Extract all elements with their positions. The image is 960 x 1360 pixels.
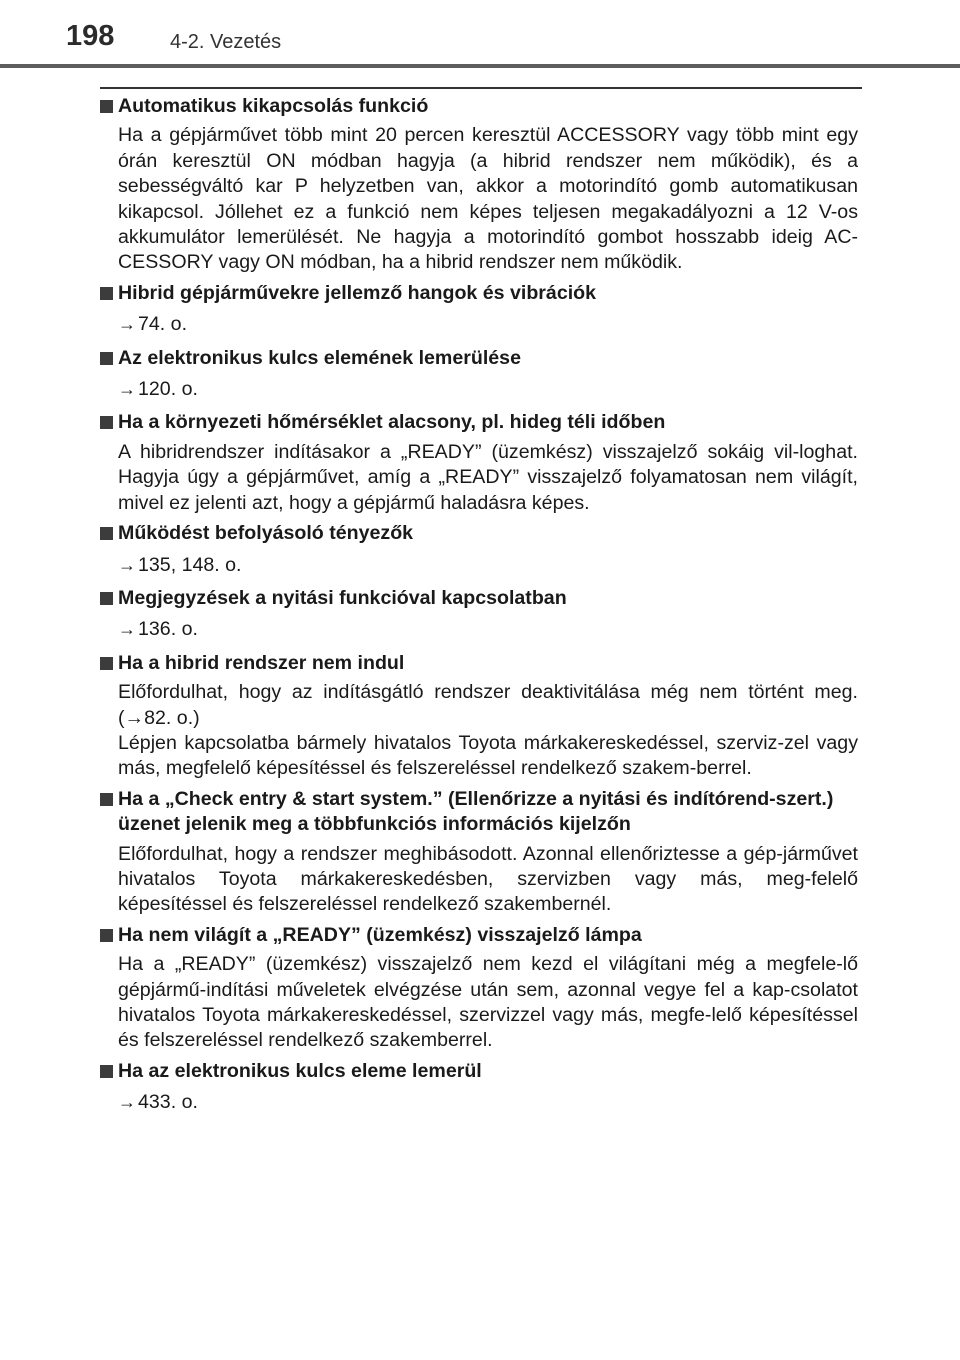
- section-paragraph: Ha a gépjárművet több mint 20 percen keresztül ACCESSORY vagy több mint egy órán keresztül ON módban hagyja (a hibrid rendszer nem működik), és a sebességváltó kar P helyzetben van, akkor a motorindító gomb automatikusan kikapcsol. Jóllehet ez a funkció nem képes teljesen megakadályozni a 12 V-os akkumulátor lemerülését. Ne hagyja a motorindító gombot hosszabb ideig AC-CESSORY vagy ON módban, ha a hibrid rendszer nem működik.: [118, 124, 858, 274]
- square-bullet-icon: [100, 592, 113, 605]
- square-bullet-icon: [100, 793, 113, 806]
- section-heading: [100, 787, 858, 838]
- section-item: [100, 787, 858, 918]
- section-item: [100, 281, 858, 338]
- right-arrow-icon: →: [118, 554, 136, 575]
- section-heading-text: Működést befolyásoló tényezők: [118, 522, 414, 545]
- section-heading-text: Ha a környezeti hőmérséklet alacsony, pl. hideg téli időben: [118, 411, 666, 434]
- page-reference: [118, 312, 858, 337]
- section-heading-text: Ha a „Check entry & start system.” (Ellenőrizze a nyitási és indítórend-szert.) üzenet jelenik meg a többfunkciós információs kijelzőn: [118, 787, 834, 836]
- right-arrow-icon: →: [118, 379, 136, 400]
- page-reference-text: 74. o.: [138, 313, 188, 336]
- right-arrow-icon: →: [118, 619, 136, 640]
- section-heading: [100, 410, 858, 435]
- square-bullet-icon: [100, 929, 113, 942]
- section-paragraph: Lépjen kapcsolatba bármely hivatalos Toyota márkakereskedéssel, szerviz-zel vagy más, megfelelő képesítéssel és felszereléssel rendelkező szakem-berrel.: [118, 731, 858, 780]
- document-body: [100, 94, 858, 1124]
- section-item: [100, 346, 858, 403]
- square-bullet-icon: [100, 100, 113, 113]
- section-heading: [100, 651, 858, 676]
- section-item: [100, 586, 858, 643]
- section-heading: [100, 521, 858, 546]
- section-item: [100, 521, 858, 578]
- square-bullet-icon: [100, 1065, 113, 1078]
- section-item: [100, 1059, 858, 1116]
- section-item: [100, 410, 858, 516]
- section-divider: [100, 87, 862, 89]
- section-item: [100, 923, 858, 1054]
- section-item: [100, 651, 858, 782]
- square-bullet-icon: [100, 287, 113, 300]
- section-heading-text: Automatikus kikapcsolás funkció: [118, 95, 429, 117]
- section-item: [100, 94, 858, 276]
- section-paragraph: A hibridrendszer indításakor a „READY” (üzemkész) visszajelző sokáig vil-loghat. Hagyja úgy a gépjárművet, amíg a „READY” visszajelző folyamatosan nem világít, mivel ez jelenti azt, hogy a gépjármű haladásra képes.: [118, 440, 858, 514]
- square-bullet-icon: [100, 352, 113, 365]
- section-paragraph: Előfordulhat, hogy az indításgátló rendszer deaktivitálása még nem történt meg. (→82. o.): [118, 681, 858, 729]
- square-bullet-icon: [100, 527, 113, 540]
- right-arrow-icon: →: [118, 314, 136, 335]
- section-heading-text: Ha nem világít a „READY” (üzemkész) visszajelző lámpa: [118, 923, 642, 946]
- section-heading: [100, 281, 858, 306]
- page-reference-text: 120. o.: [138, 378, 198, 401]
- section-heading: [100, 1059, 858, 1084]
- section-paragraph: Előfordulhat, hogy a rendszer meghibásodott. Azonnal ellenőriztesse a gép-járművet hivatalos Toyota márkakereskedésben, szervizben vagy más, meg-felelő képesítéssel és felszereléssel rendelkező szakembernél.: [118, 842, 858, 916]
- page-reference: [118, 377, 858, 402]
- square-bullet-icon: [100, 657, 113, 670]
- right-arrow-icon: →: [118, 1092, 136, 1113]
- page-number: 198: [66, 20, 115, 52]
- section-heading-text: Ha a hibrid rendszer nem indul: [118, 651, 405, 674]
- chapter-title: 4-2. Vezetés: [170, 31, 282, 53]
- page-reference: [118, 1090, 858, 1115]
- page-reference: [118, 617, 858, 642]
- section-heading-text: Az elektronikus kulcs elemének lemerülése: [118, 346, 521, 369]
- section-heading: [100, 586, 858, 611]
- page-reference-text: 433. o.: [138, 1091, 198, 1114]
- page-reference: [118, 553, 858, 578]
- square-bullet-icon: [100, 416, 113, 429]
- page-header: [0, 0, 960, 70]
- section-heading-text: Megjegyzések a nyitási funkcióval kapcsolatban: [118, 586, 567, 609]
- section-heading: [100, 346, 858, 371]
- section-heading: [100, 94, 858, 119]
- section-heading: [100, 923, 858, 948]
- header-divider: [0, 64, 960, 68]
- section-paragraph: Ha a „READY” (üzemkész) visszajelző nem kezd el világítani még a megfele-lő gépjármű-indítási műveletek elvégzése után sem, azonnal vegye fel a kap-csolatot hivatalos Toyota márkakereskedéssel, szervizzel vagy más, megfe-lelő képesítéssel és felszereléssel rendelkező szakemberrel.: [118, 953, 858, 1052]
- section-heading-text: Hibrid gépjárművekre jellemző hangok és vibrációk: [118, 281, 597, 304]
- page-reference-text: 135, 148. o.: [138, 553, 242, 576]
- page-reference-text: 136. o.: [138, 618, 198, 641]
- section-heading-text: Ha az elektronikus kulcs eleme lemerül: [118, 1059, 482, 1082]
